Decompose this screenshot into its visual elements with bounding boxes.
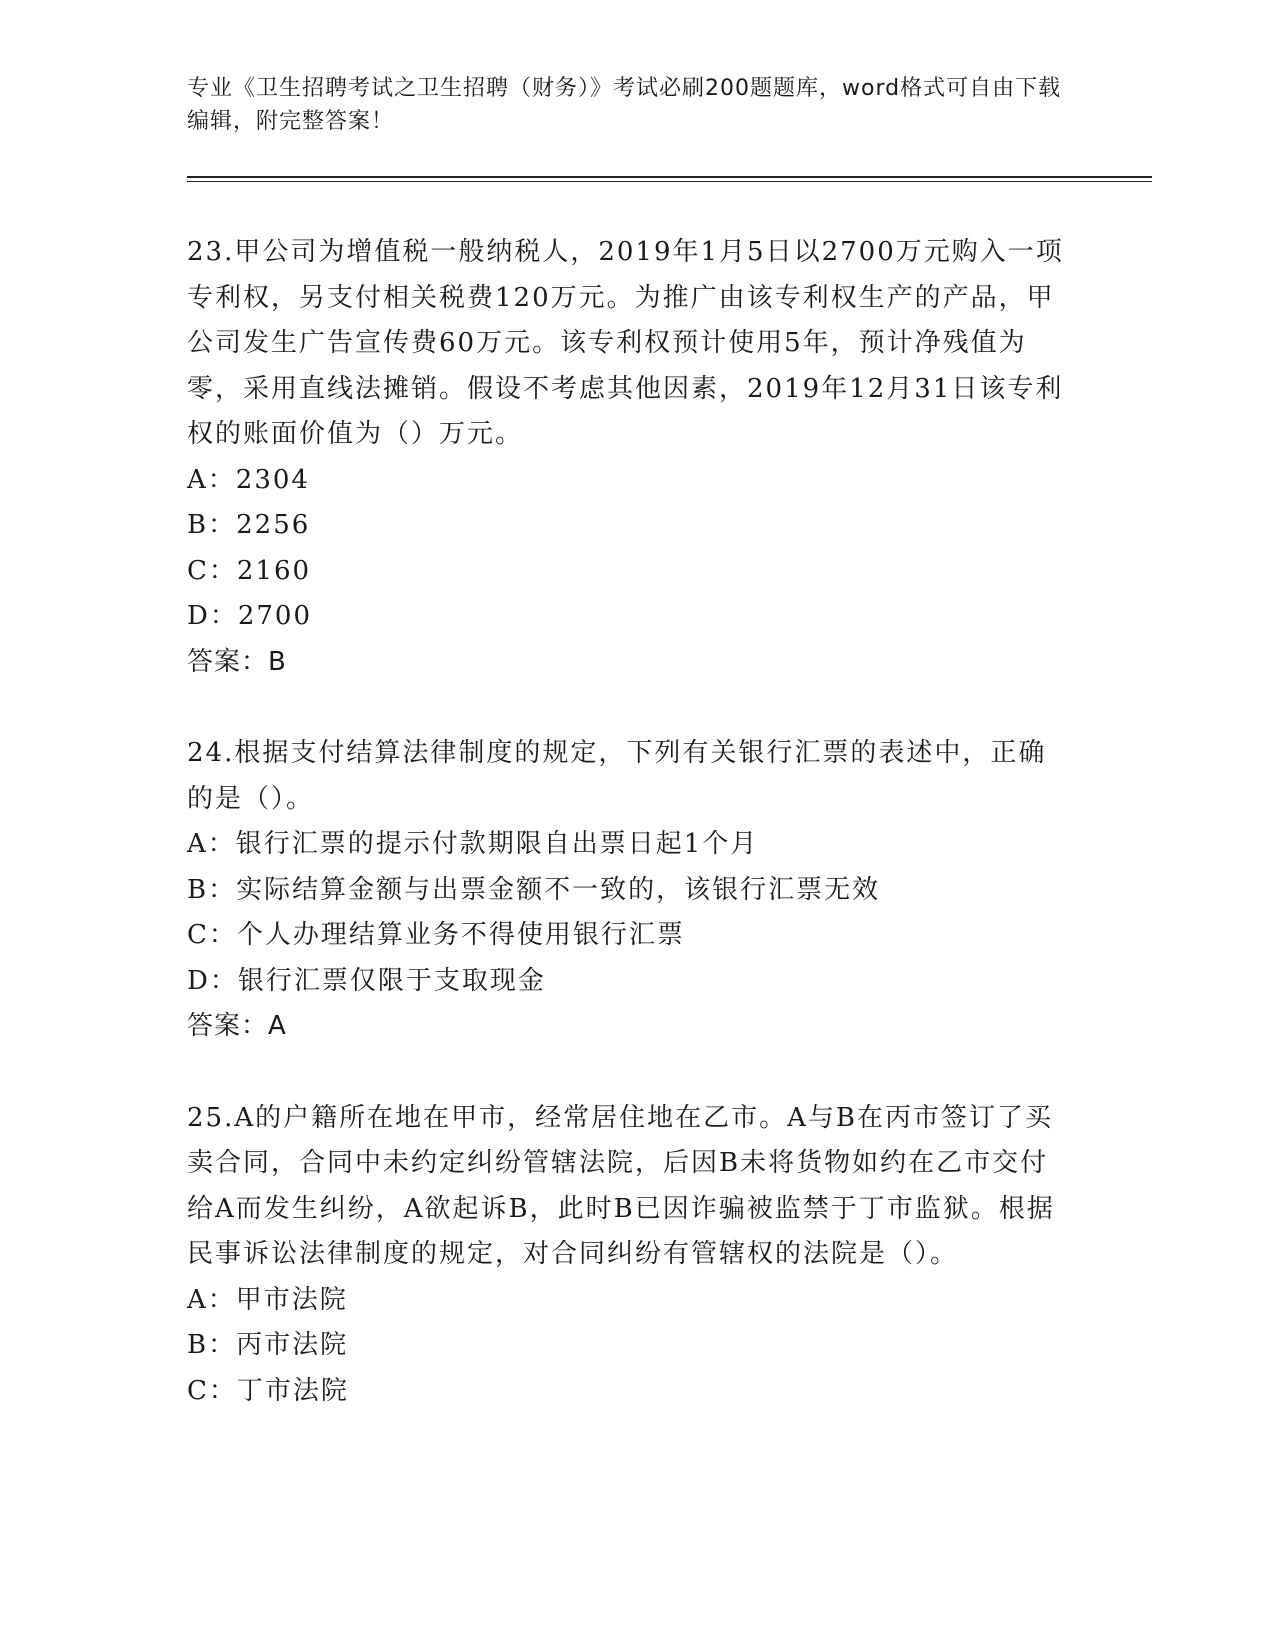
option-b: B：实际结算金额与出票金额不一致的，该银行汇票无效 [187, 874, 881, 905]
option-a: A：甲市法院 [187, 1284, 348, 1315]
option-c: C：2160 [187, 555, 312, 586]
option-b: B：丙市法院 [187, 1330, 349, 1360]
question-text: 24.根据支付结算法律制度的规定，下列有关银行汇票的表述中，正确的是（）。 [187, 738, 1047, 814]
header-divider-thin [187, 181, 1152, 182]
option-c: C：丁市法院 [187, 1375, 349, 1406]
question-text: 23.甲公司为增值税一般纳税人，2019年1月5日以2700万元购入一项专利权，另支付相关税费120万元。为推广由该专利权生产的产品，甲公司发生广告宣传费60万元。该专利权预计使用5年，预计净残值为零，采用直线法摊销。假设不考虑其他因素，2019年12月31日该专利权的账面价值为（）万元。 [187, 237, 1064, 449]
answer: 答案：B [187, 646, 287, 677]
document-header: 专业《卫生招聘考试之卫生招聘（财务）》考试必刷200题题库，word格式可自由下载编辑，附完整答案！ [187, 76, 1062, 134]
header-divider-thick [187, 176, 1152, 178]
option-c: C：个人办理结算业务不得使用银行汇票 [187, 920, 685, 950]
question-list [187, 230, 1067, 1460]
answer: 答案：A [187, 1011, 287, 1041]
question-23 [187, 230, 1067, 685]
option-a: A：银行汇票的提示付款期限自出票日起1个月 [187, 829, 759, 859]
option-a: A：2304 [187, 464, 310, 495]
question-25 [187, 1096, 1067, 1415]
question-24 [187, 731, 1067, 1050]
option-d: D：银行汇票仅限于支取现金 [187, 965, 546, 996]
option-b: B：2256 [187, 510, 311, 540]
question-text: 25.A的户籍所在地在甲市，经常居住地在乙市。A与B在丙市签订了买卖合同，合同中未约定纠纷管辖法院，后因B未将货物如约在乙市交付给A而发生纠纷，A欲起诉B，此时B已因诈骗被监禁于丁市监狱。根据民事诉讼法律制度的规定，对合同纠纷有管辖权的法院是（）。 [187, 1102, 1055, 1269]
option-d: D：2700 [187, 601, 313, 631]
